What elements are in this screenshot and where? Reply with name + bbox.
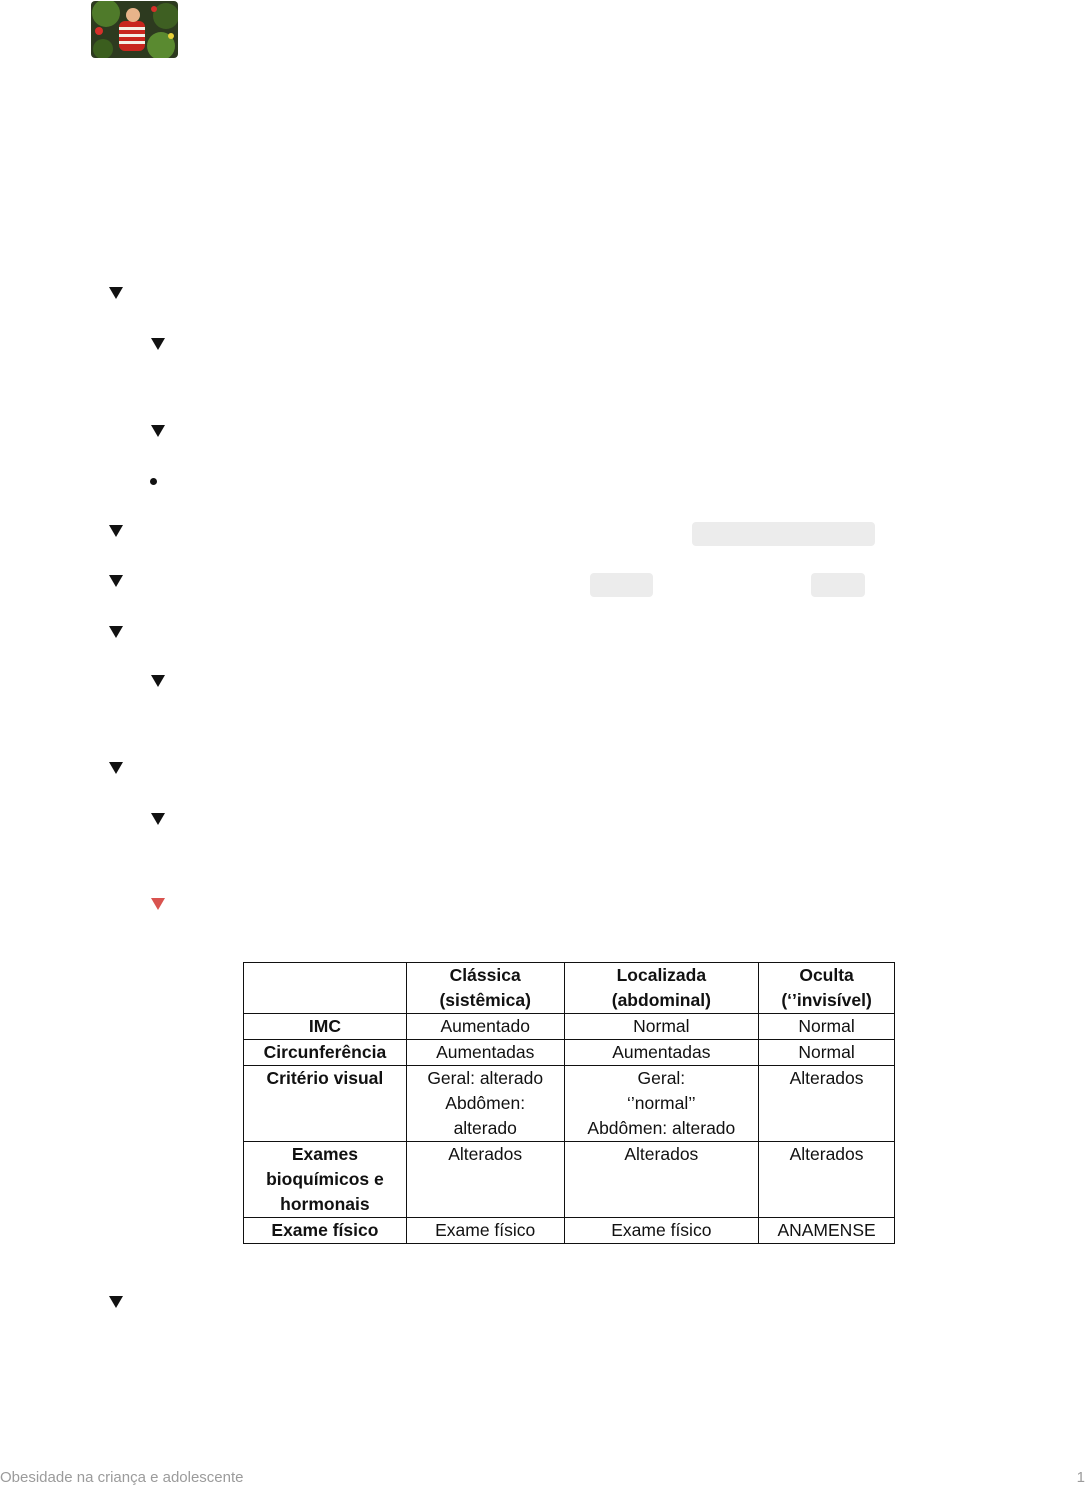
toggle-triangle-icon[interactable]	[109, 626, 123, 638]
toggle-triangle-icon[interactable]	[109, 575, 123, 587]
inline-code-chip	[692, 522, 875, 546]
inline-code-chip	[811, 573, 865, 597]
table-row	[244, 1040, 895, 1066]
table-cell: Alterados	[564, 1142, 759, 1218]
table-row	[244, 1066, 895, 1142]
table-cell: Normal	[759, 1014, 895, 1040]
table-header-cell: Localizada (abdominal)	[564, 963, 759, 1014]
row-label: Exames bioquímicos e hormonais	[244, 1142, 407, 1218]
obesity-types-table	[243, 962, 895, 1244]
toggle-triangle-icon[interactable]	[151, 813, 165, 825]
row-label: Exame físico	[244, 1218, 407, 1244]
table-cell: Geral: ‘’normal’’ Abdômen: alterado	[564, 1066, 759, 1142]
table-cell: Alterados	[406, 1142, 564, 1218]
toggle-triangle-icon[interactable]	[151, 338, 165, 350]
row-label: Circunferência	[244, 1040, 407, 1066]
footer-document-title: Obesidade na criança e adolescente	[0, 1469, 244, 1486]
table-cell: Aumentado	[406, 1014, 564, 1040]
toggle-triangle-icon[interactable]	[151, 675, 165, 687]
toggle-triangle-icon[interactable]	[151, 425, 165, 437]
table-cell: Aumentadas	[564, 1040, 759, 1066]
table-header-cell: Clássica (sistêmica)	[406, 963, 564, 1014]
cover-image	[91, 1, 178, 58]
toggle-triangle-icon[interactable]	[109, 762, 123, 774]
table-row	[244, 1218, 895, 1244]
toggle-triangle-icon[interactable]	[109, 1296, 123, 1308]
footer-page-number: 1	[1076, 1469, 1085, 1486]
table-row	[244, 1142, 895, 1218]
table-cell: Geral: alterado Abdômen: alterado	[406, 1066, 564, 1142]
row-label: IMC	[244, 1014, 407, 1040]
table-cell: Alterados	[759, 1142, 895, 1218]
table-header-row	[244, 963, 895, 1014]
table-cell: Aumentadas	[406, 1040, 564, 1066]
toggle-triangle-icon[interactable]	[109, 287, 123, 299]
bullet-dot-icon	[150, 478, 157, 485]
table-header-cell: Oculta (‘’invisível)	[759, 963, 895, 1014]
toggle-triangle-red-icon[interactable]	[151, 898, 165, 910]
table-cell: Exame físico	[564, 1218, 759, 1244]
table-header-cell	[244, 963, 407, 1014]
table-cell: Exame físico	[406, 1218, 564, 1244]
table-row	[244, 1014, 895, 1040]
row-label: Critério visual	[244, 1066, 407, 1142]
table-cell: Normal	[759, 1040, 895, 1066]
inline-code-chip	[590, 573, 653, 597]
table-cell: Normal	[564, 1014, 759, 1040]
table-cell: Alterados	[759, 1066, 895, 1142]
cover-illustration-icon	[91, 1, 178, 58]
table-cell: ANAMENSE	[759, 1218, 895, 1244]
toggle-triangle-icon[interactable]	[109, 525, 123, 537]
